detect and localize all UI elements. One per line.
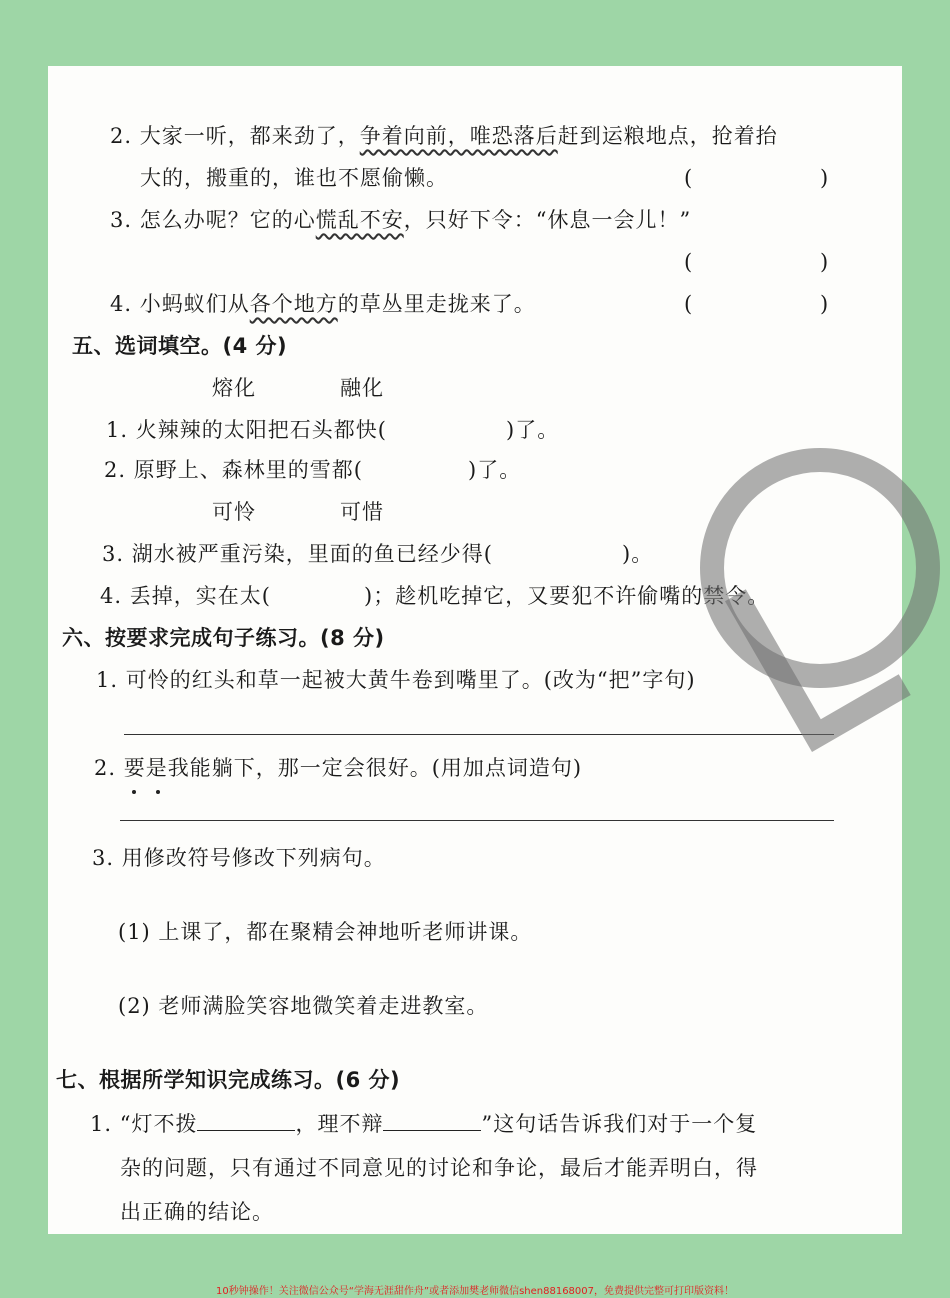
q6-item3-sub2: (2) 老师满脸笑容地微笑着走进教室。 <box>118 994 489 1018</box>
q5-word-4: 可惜 <box>340 500 384 524</box>
q5-word-1: 熔化 <box>212 376 256 400</box>
q4-item2-line2: 大的，搬重的，谁也不愿偷懒。 <box>140 166 448 190</box>
footer-notice: 10秒钟操作！关注微信公众号“学海无涯甜作舟”或者添加樊老师微信shen88168007，免费提供完整可打印版资料！ <box>215 1286 735 1297</box>
q5-word-2: 融化 <box>340 376 384 400</box>
q6-heading: 六、按要求完成句子练习。(8 分) <box>62 626 385 650</box>
q4-item4-prefix: 4. 小蚂蚁们从 <box>110 292 250 316</box>
q6-item2: 2. 要是我能躺下，那一定会很好。(用加点词造句) <box>94 756 583 780</box>
q5-item3-a: 3. 湖水被严重污染，里面的鱼已经少得( <box>102 542 493 566</box>
q6-item3-sub1: (1) 上课了，都在聚精会神地听老师讲课。 <box>118 920 533 944</box>
q7-item1-part-b: ，理不辩 <box>295 1112 384 1136</box>
q4-item2-paren-close: ) <box>820 166 830 190</box>
q5-heading: 五、选词填空。(4 分) <box>72 334 288 358</box>
emphasis-dot <box>156 790 160 794</box>
q7-item1-part-a: 1. “灯不拨 <box>90 1112 198 1136</box>
q5-word-3: 可怜 <box>212 500 256 524</box>
q7-item1-line1 <box>90 1110 757 1138</box>
q4-item4-line <box>110 290 536 318</box>
q7-item1-part-c: ”这句话告诉我们对于一个复 <box>481 1112 758 1136</box>
q5-item4-b: )；趁机吃掉它，又要犯不许偷嘴的禁令。 <box>364 584 770 608</box>
q7-heading: 七、根据所学知识完成练习。(6 分) <box>56 1068 401 1092</box>
q4-item3-paren-open: ( <box>684 250 694 274</box>
q4-item2-suffix: 赶到运粮地点，抢着抬 <box>557 124 778 148</box>
q4-item3-suffix: ，只好下令：“休息一会儿！” <box>403 208 692 232</box>
q4-item4-suffix: 的草丛里走拢来了。 <box>337 292 536 316</box>
q5-item1-b: )了。 <box>506 418 560 442</box>
q7-item1-line2: 杂的问题，只有通过不同意见的讨论和争论，最后才能弄明白，得 <box>120 1156 758 1180</box>
q6-item3: 3. 用修改符号修改下列病句。 <box>92 846 386 870</box>
q5-item2-a: 2. 原野上、森林里的雪都( <box>104 458 363 482</box>
q4-item3-line <box>110 206 691 234</box>
q6-item1: 1. 可怜的红头和草一起被大黄牛卷到嘴里了。(改为“把”字句) <box>96 668 696 692</box>
q5-item4-a: 4. 丢掉，实在太( <box>100 584 271 608</box>
q4-item4-underlined: 各个地方 <box>249 292 338 316</box>
q4-item3-underlined: 慌乱不安 <box>315 208 404 232</box>
q5-item3-b: )。 <box>622 542 654 566</box>
q4-item4-paren-close: ) <box>820 292 830 316</box>
q5-item1-a: 1. 火辣辣的太阳把石头都快( <box>106 418 387 442</box>
q7-blank-2[interactable] <box>383 1110 481 1131</box>
q6-item1-answer-line[interactable] <box>124 734 834 735</box>
q4-item3-paren-close: ) <box>820 250 830 274</box>
q4-item4-paren-open: ( <box>684 292 694 316</box>
q7-blank-1[interactable] <box>197 1110 295 1131</box>
q4-item3-prefix: 3. 怎么办呢？它的心 <box>110 208 316 232</box>
q5-item2-b: )了。 <box>468 458 522 482</box>
q4-item2-line1 <box>110 122 778 150</box>
q6-item2-answer-line[interactable] <box>120 820 834 821</box>
q4-item2-paren-open: ( <box>684 166 694 190</box>
q4-item2-prefix: 2. 大家一听，都来劲了， <box>110 124 360 148</box>
q4-item2-underlined: 争着向前，唯恐落后 <box>359 124 558 148</box>
emphasis-dot <box>132 790 136 794</box>
q7-item1-line3: 出正确的结论。 <box>120 1200 274 1224</box>
